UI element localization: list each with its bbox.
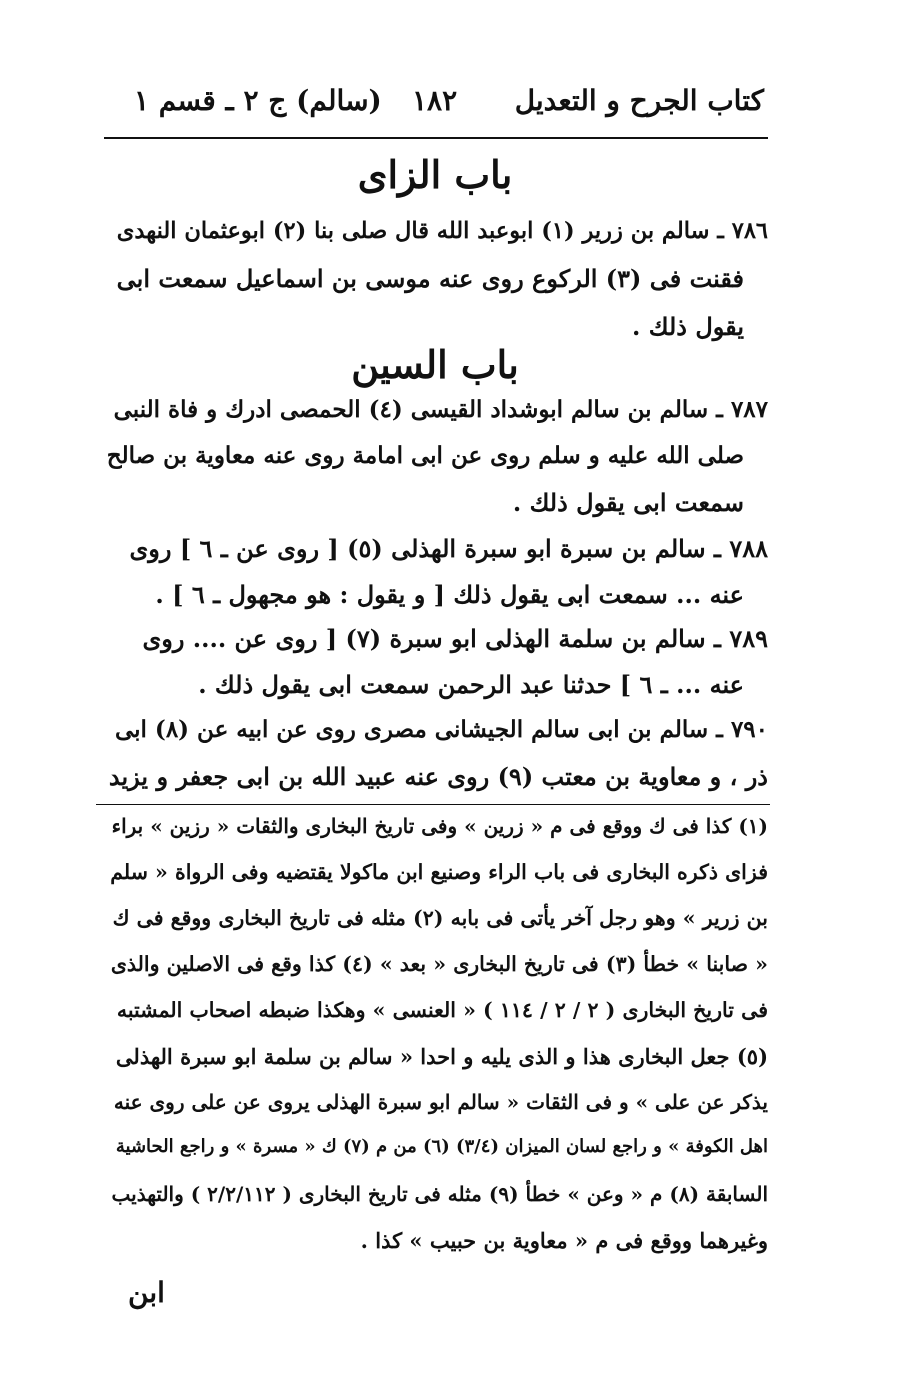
section-title-zay: باب الزاى — [357, 152, 513, 197]
section-title-sin: باب السين — [351, 342, 519, 387]
entry-790-line-2: ذر ، و معاوية بن معتب (٩) روى عنه عبيد الله بن ابى جعفر و يزيد — [108, 762, 768, 791]
page-number: ١٨٢ — [412, 84, 458, 117]
entry-787-line-1: ٧٨٧ ـ سالم بن سالم ابوشداد القيسى (٤) الحمصى ادرك و فاة النبى — [113, 396, 768, 423]
footnote-line-7: يذكر عن على » و فى الثقات « سالم ابو سبرة الهذلى يروى عن على روى عنه — [113, 1090, 768, 1114]
entry-786-line-2: فقنت فى (٣) الركوع روى عنه موسى بن اسماعيل سمعت ابى — [116, 264, 744, 293]
volume-label: (سالم) ج ٢ ـ قسم ١ — [134, 84, 382, 117]
footnote-line-1: (١) كذا فى ك ووقع فى م « زرين » وفى تاريخ البخارى والثقات « رزين » براء — [111, 814, 768, 838]
entry-788-line-1: ٧٨٨ ـ سالم بن سبرة ابو سبرة الهذلى (٥) [ روى عن ـ ٦ ] روى — [129, 534, 768, 563]
footnote-line-6: (٥) جعل البخارى هذا و الذى يليه و احدا « سالم بن سلمة ابو سبرة الهذلى — [115, 1044, 768, 1069]
entry-788-line-2: عنه ... سمعت ابى يقول ذلك [ و يقول : هو مجهول ـ ٦ ] . — [155, 580, 744, 609]
footnote-rule — [96, 804, 770, 805]
book-title: كتاب الجرح و التعديل — [514, 84, 764, 117]
entry-786-line-3: يقول ذلك . — [632, 312, 744, 341]
catchword: ابن — [128, 1276, 165, 1309]
footnote-line-9: السابقة (٨) م « وعن » خطأ (٩) مثله فى تاريخ البخارى ( ٢/٢/١١٢ ) والتهذيب — [111, 1182, 768, 1206]
footnote-line-5: فى تاريخ البخارى ( ٢ / ٢ / ١١٤ ) « العنسى » وهكذا ضبطه اصحاب المشتبه — [116, 998, 768, 1022]
footnote-line-10: وغيرهما ووقع فى م « معاوية بن حبيب » كذا . — [360, 1228, 768, 1253]
entry-787-line-2: صلى الله عليه و سلم روى عن ابى امامة روى عنه معاوية بن صالح — [106, 442, 744, 469]
footnote-line-2: فزاى ذكره البخارى فى باب الراء وصنيع ابن ماكولا يقتضيه وفى الرواة « سلم — [110, 860, 768, 884]
entry-786-line-1: ٧٨٦ ـ سالم بن زرير (١) ابوعبد الله قال صلى بنا (٢) ابوعثمان النهدى — [116, 218, 768, 244]
entry-787-line-3: سمعت ابى يقول ذلك . — [512, 488, 744, 517]
entry-789-line-1: ٧٨٩ ـ سالم بن سلمة الهذلى ابو سبرة (٧) [ روى عن .... روى — [142, 624, 768, 653]
entry-789-line-2: عنه ... ـ ٦ ] حدثنا عبد الرحمن سمعت ابى يقول ذلك . — [198, 670, 744, 699]
footnote-line-3: بن زرير » وهو رجل آخر يأتى فى بابه (٢) مثله فى تاريخ البخارى ووقع فى ك — [112, 906, 768, 930]
entry-790-line-1: ٧٩٠ ـ سالم بن ابى سالم الجيشانى مصرى روى عن ابيه عن (٨) ابى — [114, 716, 768, 743]
footnote-line-4: « صابنا » خطأ (٣) فى تاريخ البخارى « بعد » (٤) كذا وقع فى الاصلين والذى — [110, 952, 768, 976]
header-rule — [104, 137, 768, 139]
footnote-line-8: اهل الكوفة » و راجع لسان الميزان (٣/٤) (٦) من م (٧) ك « مسرة » و راجع الحاشية — [115, 1136, 768, 1157]
running-header — [104, 84, 764, 128]
